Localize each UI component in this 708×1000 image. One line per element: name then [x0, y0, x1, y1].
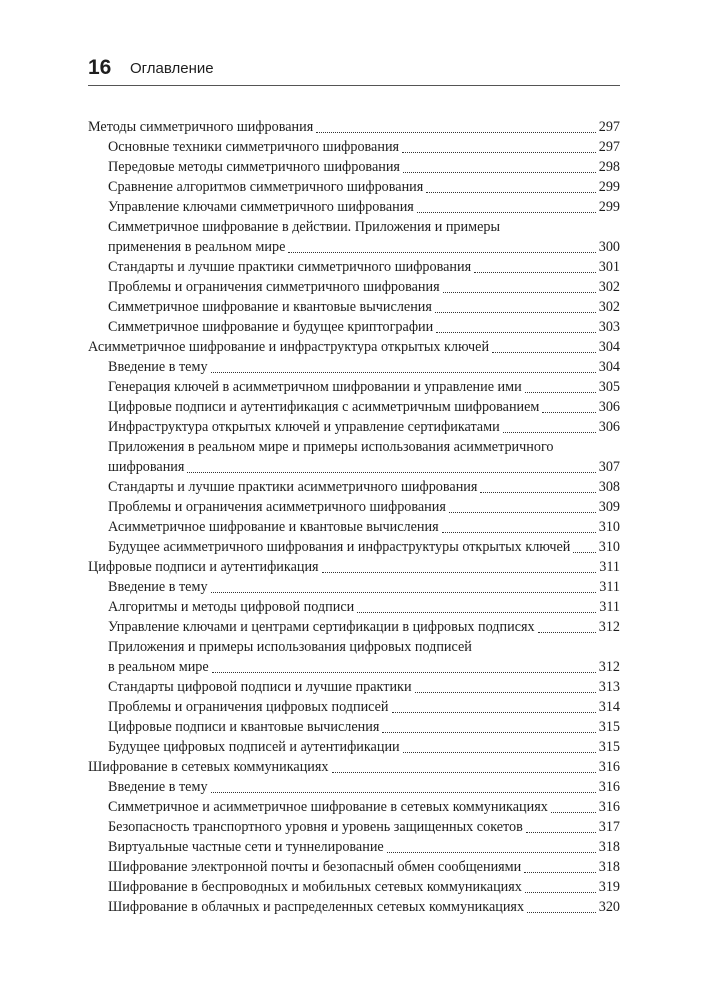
dot-leader — [573, 552, 595, 553]
dot-leader — [442, 532, 596, 533]
toc-section-entry — [88, 377, 620, 397]
toc-section-entry — [88, 897, 620, 917]
toc-entry-page: 297 — [598, 119, 620, 135]
dot-leader — [538, 632, 596, 633]
toc-entry-page: 316 — [598, 779, 620, 795]
toc-entry-title: в реальном мире — [108, 659, 209, 675]
running-title: Оглавление — [130, 60, 214, 77]
dot-leader — [211, 792, 596, 793]
toc-entry-page: 317 — [598, 819, 620, 835]
dot-leader — [288, 252, 595, 253]
toc-entry-title: Симметричное шифрование и будущее криптографии — [108, 319, 434, 335]
toc-section-entry — [88, 817, 620, 837]
toc-entry-page: 311 — [599, 579, 620, 595]
toc-entry-title: Передовые методы симметричного шифрования — [108, 159, 400, 175]
toc-entry-title: Шифрование в беспроводных и мобильных сетевых коммуникациях — [108, 879, 522, 895]
toc-entry-title: Шифрование в облачных и распределенных сетевых коммуникациях — [108, 899, 525, 915]
dot-leader — [551, 812, 596, 813]
toc-entry-page: 312 — [598, 659, 620, 675]
toc-entry-page: 307 — [598, 459, 620, 475]
dot-leader — [542, 412, 595, 413]
toc-entry-page: 303 — [598, 319, 620, 335]
toc-entry-title: Безопасность транспортного уровня и уровень защищенных сокетов — [108, 819, 523, 835]
toc-section-entry — [88, 857, 620, 877]
dot-leader — [415, 692, 596, 693]
toc-section-entry — [88, 837, 620, 857]
toc-section-entry — [88, 477, 620, 497]
dot-leader — [525, 892, 596, 893]
dot-leader — [526, 832, 596, 833]
toc-section-entry — [88, 737, 620, 757]
toc-section-entry — [88, 357, 620, 377]
toc-entry-page: 304 — [598, 359, 620, 375]
toc-entry-title: Асимметричное шифрование и инфраструктура открытых ключей — [88, 339, 490, 355]
toc-entry-title: Стандарты и лучшие практики асимметричного шифрования — [108, 479, 478, 495]
toc-section-entry — [88, 137, 620, 157]
toc-entry-page: 318 — [598, 839, 620, 855]
toc-entry-page: 306 — [598, 399, 620, 415]
toc-entry-title: Проблемы и ограничения симметричного шифрования — [108, 279, 440, 295]
toc-entry-title: Стандарты и лучшие практики симметричного шифрования — [108, 259, 472, 275]
toc-entry-title: Управление ключами и центрами сертификации в цифровых подписях — [108, 619, 535, 635]
dot-leader — [187, 472, 595, 473]
toc-section-entry — [88, 577, 620, 597]
dot-leader — [417, 212, 596, 213]
toc-section-entry — [88, 177, 620, 197]
toc-section-entry — [88, 697, 620, 717]
toc-entry-title: Основные техники симметричного шифрования — [108, 139, 400, 155]
dot-leader — [211, 372, 596, 373]
toc-entry-page: 304 — [598, 339, 620, 355]
toc-entry-page: 311 — [599, 599, 620, 615]
toc-entry-page: 302 — [598, 299, 620, 315]
dot-leader — [524, 872, 595, 873]
page-number: 16 — [88, 56, 112, 79]
dot-leader — [403, 172, 596, 173]
toc-entry-page: 320 — [598, 899, 620, 915]
toc-entry-title: Симметричное и асимметричное шифрование в сетевых коммуникациях — [108, 799, 548, 815]
toc-entry-page: 309 — [598, 499, 620, 515]
dot-leader — [332, 772, 596, 773]
toc-section-entry — [88, 217, 620, 257]
toc-section-entry — [88, 397, 620, 417]
dot-leader — [449, 512, 596, 513]
toc-entry-page: 310 — [598, 539, 620, 555]
dot-leader — [402, 152, 596, 153]
toc-entry-page: 298 — [598, 159, 620, 175]
toc-entry-title: Асимметричное шифрование и квантовые вычисления — [108, 519, 439, 535]
toc-entry-page: 299 — [598, 179, 620, 195]
toc-section-entry — [88, 517, 620, 537]
dot-leader — [503, 432, 596, 433]
toc-section-entry — [88, 797, 620, 817]
toc-chapter-entry — [88, 117, 620, 137]
toc-chapter-entry — [88, 757, 620, 777]
dot-leader — [527, 912, 596, 913]
toc-section-entry — [88, 617, 620, 637]
toc-entry-title: Цифровые подписи и аутентификация — [88, 559, 319, 575]
toc-entry-title: Стандарты цифровой подписи и лучшие практики — [108, 679, 412, 695]
toc-entry-title: Введение в тему — [108, 779, 208, 795]
dot-leader — [426, 192, 595, 193]
toc-section-entry — [88, 317, 620, 337]
toc-entry-title: Инфраструктура открытых ключей и управление сертификатами — [108, 419, 500, 435]
running-header — [88, 50, 620, 90]
dot-leader — [392, 712, 596, 713]
toc-entry-title: Симметричное шифрование и квантовые вычисления — [108, 299, 432, 315]
dot-leader — [211, 592, 597, 593]
dot-leader — [322, 572, 597, 573]
toc-entry-page: 312 — [598, 619, 620, 635]
toc-entry-title: Будущее цифровых подписей и аутентификации — [108, 739, 400, 755]
toc-entry-title: Введение в тему — [108, 579, 208, 595]
toc-entry-title: Проблемы и ограничения асимметричного шифрования — [108, 499, 446, 515]
toc-section-entry — [88, 497, 620, 517]
toc-entry-page: 319 — [598, 879, 620, 895]
toc-entry-title: Введение в тему — [108, 359, 208, 375]
toc-chapter-entry — [88, 557, 620, 577]
dot-leader — [387, 852, 596, 853]
toc-entry-page: 313 — [598, 679, 620, 695]
toc-entry-page: 310 — [598, 519, 620, 535]
toc-chapter-entry — [88, 337, 620, 357]
dot-leader — [436, 332, 596, 333]
toc-entry-page: 305 — [598, 379, 620, 395]
toc-entry-title: Методы симметричного шифрования — [88, 119, 314, 135]
dot-leader — [403, 752, 596, 753]
toc-section-entry — [88, 297, 620, 317]
toc-entry-title: Сравнение алгоритмов симметричного шифрования — [108, 179, 424, 195]
toc-section-entry — [88, 197, 620, 217]
toc-entry-title: Управление ключами симметричного шифрования — [108, 199, 414, 215]
toc-entry-title: Алгоритмы и методы цифровой подписи — [108, 599, 355, 615]
toc-section-entry — [88, 597, 620, 617]
toc-entry-title-line: Приложения в реальном мире и примеры использования асимметричного — [108, 439, 554, 455]
dot-leader — [316, 132, 595, 133]
toc-section-entry — [88, 437, 620, 477]
toc-entry-title: шифрования — [108, 459, 185, 475]
dot-leader — [435, 312, 596, 313]
toc-section-entry — [88, 717, 620, 737]
toc-entry-page: 314 — [598, 699, 620, 715]
toc-entry-page: 306 — [598, 419, 620, 435]
table-of-contents — [88, 117, 620, 917]
toc-entry-page: 315 — [598, 719, 620, 735]
toc-entry-page: 316 — [598, 799, 620, 815]
toc-entry-page: 299 — [598, 199, 620, 215]
toc-entry-title: Виртуальные частные сети и туннелирование — [108, 839, 384, 855]
toc-entry-page: 297 — [598, 139, 620, 155]
toc-entry-title: Будущее асимметричного шифрования и инфраструктуры открытых ключей — [108, 539, 571, 555]
toc-section-entry — [88, 777, 620, 797]
dot-leader — [492, 352, 596, 353]
toc-section-entry — [88, 677, 620, 697]
toc-entry-page: 308 — [598, 479, 620, 495]
toc-entry-title-line: Симметричное шифрование в действии. Приложения и примеры — [108, 219, 501, 235]
toc-entry-title: Проблемы и ограничения цифровых подписей — [108, 699, 389, 715]
toc-section-entry — [88, 417, 620, 437]
toc-entry-page: 315 — [598, 739, 620, 755]
toc-entry-page: 300 — [598, 239, 620, 255]
dot-leader — [525, 392, 596, 393]
dot-leader — [212, 672, 596, 673]
toc-section-entry — [88, 877, 620, 897]
dot-leader — [357, 612, 596, 613]
toc-entry-page: 318 — [598, 859, 620, 875]
dot-leader — [443, 292, 596, 293]
toc-section-entry — [88, 277, 620, 297]
toc-section-entry — [88, 257, 620, 277]
dot-leader — [474, 272, 596, 273]
dot-leader — [480, 492, 595, 493]
toc-entry-page: 316 — [598, 759, 620, 775]
toc-section-entry — [88, 157, 620, 177]
toc-entry-title: Шифрование электронной почты и безопасный обмен сообщениями — [108, 859, 522, 875]
toc-section-entry — [88, 637, 620, 677]
toc-entry-title: Цифровые подписи и квантовые вычисления — [108, 719, 380, 735]
toc-entry-title: Генерация ключей в асимметричном шифровании и управление ими — [108, 379, 522, 395]
toc-entry-page: 311 — [599, 559, 620, 575]
toc-section-entry — [88, 537, 620, 557]
header-rule — [88, 85, 620, 86]
toc-entry-title: применения в реальном мире — [108, 239, 286, 255]
toc-entry-title: Цифровые подписи и аутентификация с асимметричным шифрованием — [108, 399, 540, 415]
dot-leader — [382, 732, 595, 733]
toc-entry-page: 301 — [598, 259, 620, 275]
toc-entry-page: 302 — [598, 279, 620, 295]
toc-entry-title: Шифрование в сетевых коммуникациях — [88, 759, 329, 775]
toc-entry-title-line: Приложения и примеры использования цифровых подписей — [108, 639, 472, 655]
